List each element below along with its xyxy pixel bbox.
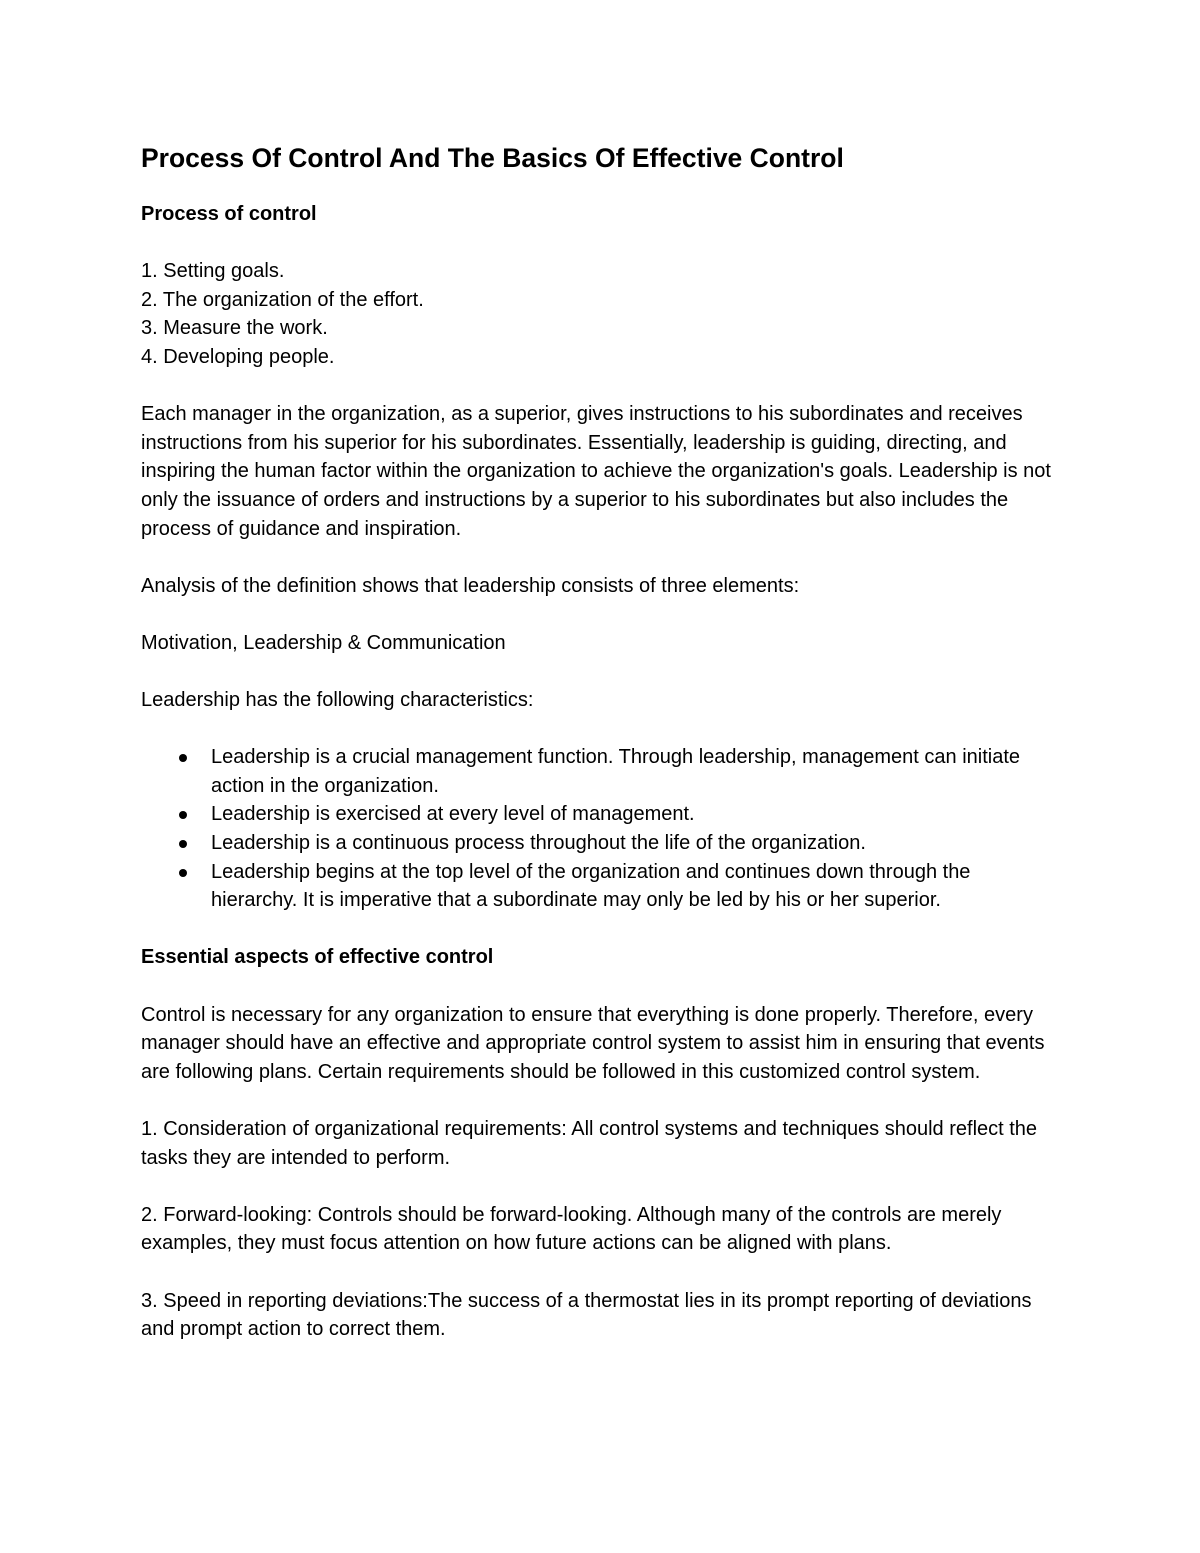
paragraph-control-intro: Control is necessary for any organization to ensure that everything is done properly. Therefore, every manager should have an effective and appropriate control system to assist him in ensuring that events are following plans. Certain requirements should be followed in this customized control system. <box>141 1003 1045 1083</box>
list-item <box>211 800 1061 829</box>
paragraph-analysis: Analysis of the definition shows that leadership consists of three elements: <box>141 574 800 597</box>
process-steps-list <box>141 257 1061 371</box>
paragraph-leadership-definition: Each manager in the organization, as a superior, gives instructions to his subordinates and receives instructions from his superior for his subordinates. Essentially, leadership is guiding, directing, and inspiring the human factor within the organization to achieve the organization's goals. Leadership is not only the issuance of orders and instructions by a superior to his subordinates but also includes the process of guidance and inspiration. <box>141 403 1051 540</box>
document-title: Process Of Control And The Basics Of Effective Control <box>141 143 844 173</box>
bullet-icon <box>179 811 187 819</box>
bullet-icon <box>179 754 187 762</box>
list-item <box>211 743 1061 800</box>
list-item-text: Leadership is a continuous process throughout the life of the organization. <box>211 832 866 855</box>
bullet-icon <box>179 869 187 877</box>
characteristics-bullet-list <box>141 743 1061 915</box>
list-item: 4. Developing people. <box>141 345 335 368</box>
list-item-text: Leadership is a crucial management function. Through leadership, management can initiate action in the organization. <box>211 746 1021 797</box>
paragraph-point-3: 3. Speed in reporting deviations:The success of a thermostat lies in its prompt reporting of deviations and prompt action to correct them. <box>141 1289 1032 1341</box>
paragraph-point-2: 2. Forward-looking: Controls should be forward-looking. Although many of the controls are merely examples, they must focus attention on how future actions can be aligned with plans. <box>141 1203 1002 1255</box>
list-item-text: Leadership begins at the top level of the organization and continues down through the hierarchy. It is imperative that a subordinate may only be led by his or her superior. <box>211 860 971 912</box>
bullet-icon <box>179 840 187 848</box>
list-item: 1. Setting goals. <box>141 260 285 283</box>
list-item: 3. Measure the work. <box>141 317 328 340</box>
list-item-text: Leadership is exercised at every level of management. <box>211 803 695 826</box>
paragraph-point-1: 1. Consideration of organizational requirements: All control systems and techniques should reflect the tasks they are intended to perform. <box>141 1118 1038 1169</box>
section-heading-process-of-control: Process of control <box>141 203 317 225</box>
document-page <box>141 140 1061 1372</box>
list-item <box>211 858 1061 915</box>
paragraph-elements: Motivation, Leadership & Communication <box>141 631 506 654</box>
list-item: 2. The organization of the effort. <box>141 288 424 311</box>
list-item <box>211 829 1061 858</box>
section-heading-effective-control: Essential aspects of effective control <box>141 946 494 969</box>
paragraph-characteristics-intro: Leadership has the following characteristics: <box>141 689 534 712</box>
